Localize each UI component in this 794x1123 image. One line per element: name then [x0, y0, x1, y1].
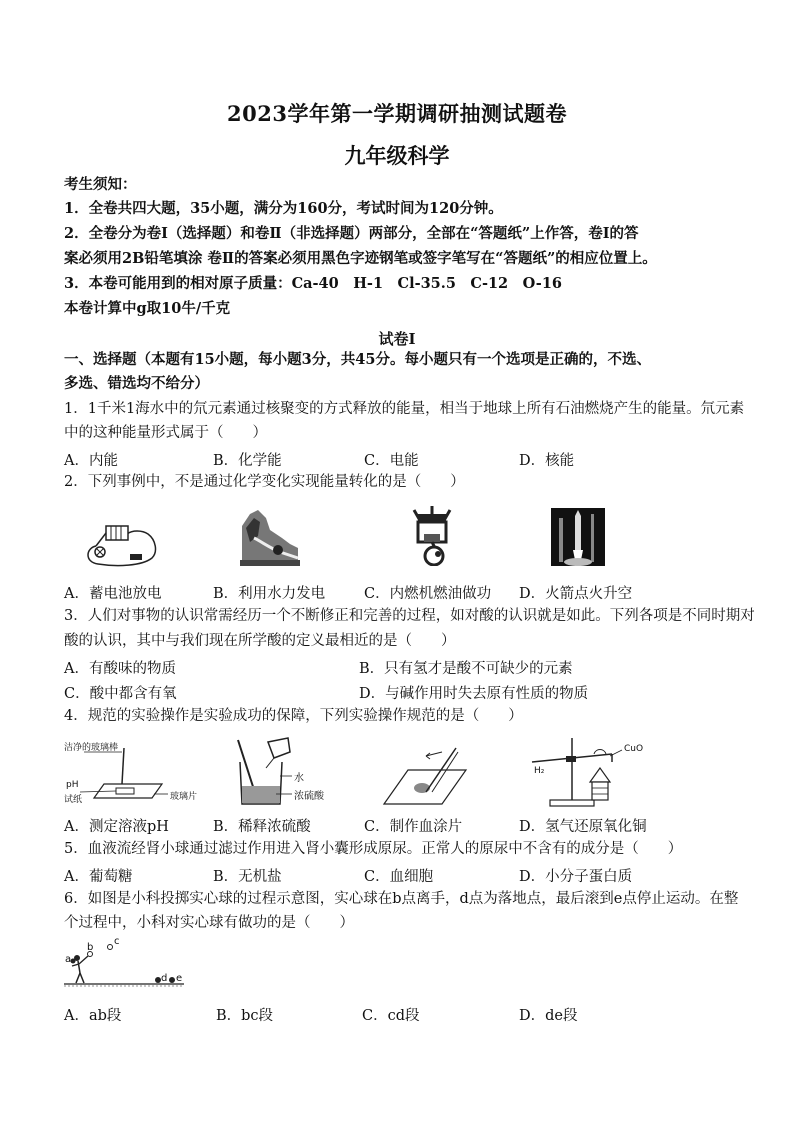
- q3-option-a: A．有酸味的物质: [64, 661, 176, 677]
- ph-label: pH: [66, 780, 79, 790]
- question-1-stem-cont: 中的这种能量形式属于（ ）: [64, 425, 267, 441]
- point-a-label: a: [65, 954, 72, 965]
- notice-item-3: 3．本卷可能用到的相对原子质量：Ca-40 H-1 Cl-35.5 C-12 O-16: [64, 275, 563, 292]
- q4-option-d: D．氢气还原氧化铜: [519, 819, 647, 835]
- question-5-stem: 5．血液流经肾小球通过滤过作用进入肾小囊形成原尿。正常人的原尿中不含有的成分是（ ）: [64, 841, 683, 857]
- test-paper-label: 试纸: [64, 795, 83, 805]
- q2-option-a: A．蓄电池放电: [64, 586, 162, 602]
- h2-label: H₂: [534, 766, 545, 776]
- glass-rod-label: 洁净的玻璃棒: [64, 743, 119, 753]
- notice-gravity: 本卷计算中g取10牛/千克: [64, 300, 231, 317]
- conc-acid-label: 浓硫酸: [294, 791, 324, 802]
- section-heading-cont: 多选、错选均不给分）: [64, 375, 209, 392]
- section-label: 试卷Ⅰ: [378, 330, 416, 348]
- q6-option-a: A．ab段: [64, 1008, 122, 1024]
- cuo-label: CuO: [624, 744, 644, 754]
- q6-option-c: C．cd段: [362, 1008, 420, 1024]
- question-4-stem: 4．规范的实验操作是实验成功的保障，下列实验操作规范的是（ ）: [64, 708, 523, 724]
- q4-option-a: A．测定溶液pH: [64, 819, 169, 835]
- q5-option-b: B．无机盐: [213, 869, 282, 885]
- ph-test-figure: [64, 740, 204, 806]
- q3-option-c: C．酸中都含有氧: [64, 686, 177, 702]
- point-c-label: c: [114, 936, 120, 947]
- q2-option-d: D．火箭点火升空: [519, 586, 633, 602]
- question-2-stem: 2．下列事例中，不是通过化学变化实现能量转化的是（ ）: [64, 474, 465, 490]
- q5-option-c: C．血细胞: [364, 869, 434, 885]
- q4-option-b: B．稀释浓硫酸: [213, 819, 311, 835]
- q1-option-b: B．化学能: [213, 453, 282, 469]
- blood-smear-figure: [382, 744, 468, 806]
- question-3-stem: 3．人们对事物的认识常需经历一个不断修正和完善的过程，如对酸的认识就是如此。下列各项是不同时期对: [64, 608, 755, 624]
- exam-title: 2023学年第一学期调研抽测试题卷: [227, 101, 567, 126]
- q6-option-b: B．bc段: [216, 1008, 274, 1024]
- notice-item-2: 2．全卷分为卷Ⅰ（选择题）和卷Ⅱ（非选择题）两部分，全部在“答题纸”上作答，卷Ⅰ的答: [64, 225, 639, 242]
- hydropower-figure: [240, 508, 300, 566]
- q4-option-c: C．制作血涂片: [364, 819, 463, 835]
- q1-option-a: A．内能: [64, 453, 118, 469]
- water-label: 水: [294, 773, 304, 784]
- question-3-stem-cont: 酸的认识，其中与我们现在所学酸的定义最相近的是（ ）: [64, 633, 456, 649]
- combustion-engine-figure: [408, 506, 460, 566]
- exam-subtitle: 九年级科学: [344, 143, 450, 168]
- q1-option-d: D．核能: [519, 453, 575, 469]
- point-b-label: b: [87, 942, 94, 953]
- hydrogen-reduction-figure: [530, 732, 650, 808]
- notice-item-2-cont: 案必须用2B铅笔填涂 卷Ⅱ的答案必须用黑色字迹钢笔或签字笔写在“答题纸”的相应位置上。: [64, 250, 657, 267]
- question-6-stem-cont: 个过程中，小科对实心球有做功的是（ ）: [64, 915, 354, 931]
- glass-slide-label: 玻璃片: [170, 792, 198, 802]
- q3-option-d: D．与碱作用时失去原有性质的物质: [359, 686, 589, 702]
- point-e-label: e: [176, 973, 183, 984]
- battery-discharge-figure: [82, 518, 157, 568]
- rocket-launch-figure: [551, 508, 605, 566]
- question-6-stem: 6．如图是小科投掷实心球的过程示意图，实心球在b点离手，d点为落地点，最后滚到e点停止运动。在整: [64, 891, 739, 907]
- q1-option-c: C．电能: [364, 453, 419, 469]
- point-d-label: d: [161, 973, 168, 984]
- q2-option-b: B．利用水力发电: [213, 586, 326, 602]
- q6-option-d: D．de段: [519, 1008, 578, 1024]
- q5-option-a: A．葡萄糖: [64, 869, 133, 885]
- dilute-acid-figure: [230, 736, 330, 808]
- question-1-stem: 1．1千米1海水中的氘元素通过核聚变的方式释放的能量，相当于地球上所有石油燃烧产生的能量。氘元素: [64, 401, 745, 417]
- q5-option-d: D．小分子蛋白质: [519, 869, 633, 885]
- q2-option-c: C．内燃机燃油做功: [364, 586, 492, 602]
- section-heading: 一、选择题（本题有15小题，每小题3分，共45分。每小题只有一个选项是正确的，不选、: [64, 351, 651, 368]
- notice-item-1: 1．全卷共四大题，35小题，满分为160分，考试时间为120分钟。: [64, 200, 503, 217]
- shot-put-figure: [64, 936, 188, 992]
- q3-option-b: B．只有氢才是酸不可缺少的元素: [359, 661, 573, 677]
- notice-heading: 考生须知：: [64, 176, 137, 193]
